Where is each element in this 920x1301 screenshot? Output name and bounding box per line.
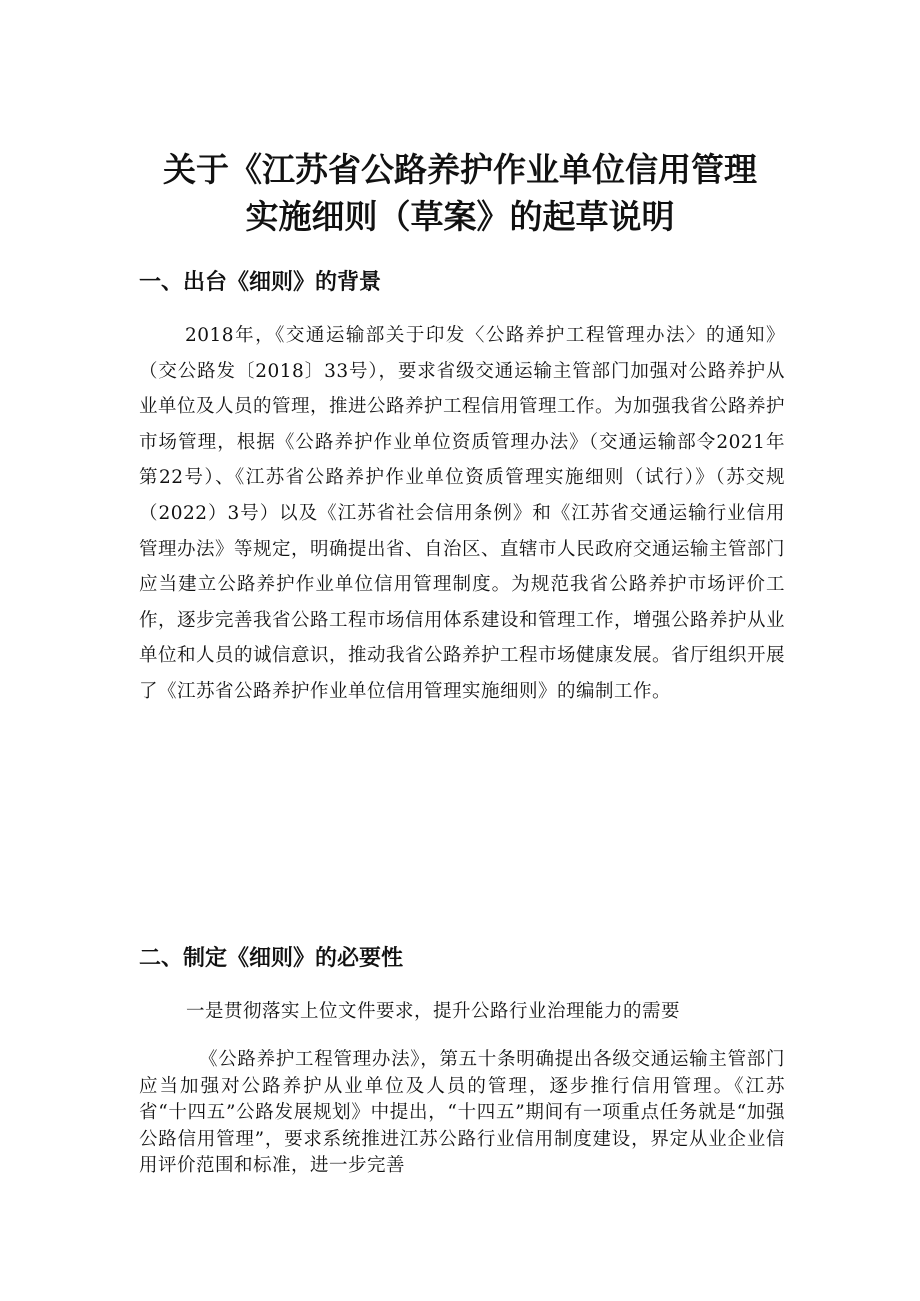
section-2-paragraph: 《公路养护工程管理办法》，第五十条明确提出各级交通运输主管部门应当加强对公路养护从业单位及人员的管理，逐步推行信用管理。《江苏省“十四五”公路发展规划》中提出，“十四五”期间有一项重点任务就是“加强公路信用管理”，要求系统推进江苏公路行业信用制度建设，界定从业企业信用评价范围和标准，进一步完善: [139, 1049, 785, 1176]
section-2-subheading: 一是贯彻落实上位文件要求，提升公路行业治理能力的需要: [186, 1001, 681, 1022]
document-title-line-2: 实施细则（草案》的起草说明: [245, 197, 675, 236]
document-title-line-1: 关于《江苏省公路养护作业单位信用管理: [163, 150, 757, 189]
section-1-paragraph: 2018年，《交通运输部关于印发〈公路养护工程管理办法〉的通知》（交公路发〔2018〕33号），要求省级交通运输主管部门加强对公路养护从业单位及人员的管理，推进公路养护工程信用管理工作。为加强我省公路养护市场管理，根据《公路养护作业单位资质管理办法》（交通运输部令2021年第22号）、《江苏省公路养护作业单位资质管理实施细则（试行）》（苏交规（2022）3号）以及《江苏省社会信用条例》和《江苏省交通运输行业信用管理办法》等规定，明确提出省、自治区、直辖市人民政府交通运输主管部门应当建立公路养护作业单位信用管理制度。为规范我省公路养护市场评价工作，逐步完善我省公路工程市场信用体系建设和管理工作，增强公路养护从业单位和人员的诚信意识，推动我省公路养护工程市场健康发展。省厅组织开展了《江苏省公路养护作业单位信用管理实施细则》的编制工作。: [139, 325, 786, 702]
section-1-heading: 一、出台《细则》的背景: [139, 270, 382, 295]
section-2-heading: 二、制定《细则》的必要性: [139, 946, 404, 971]
